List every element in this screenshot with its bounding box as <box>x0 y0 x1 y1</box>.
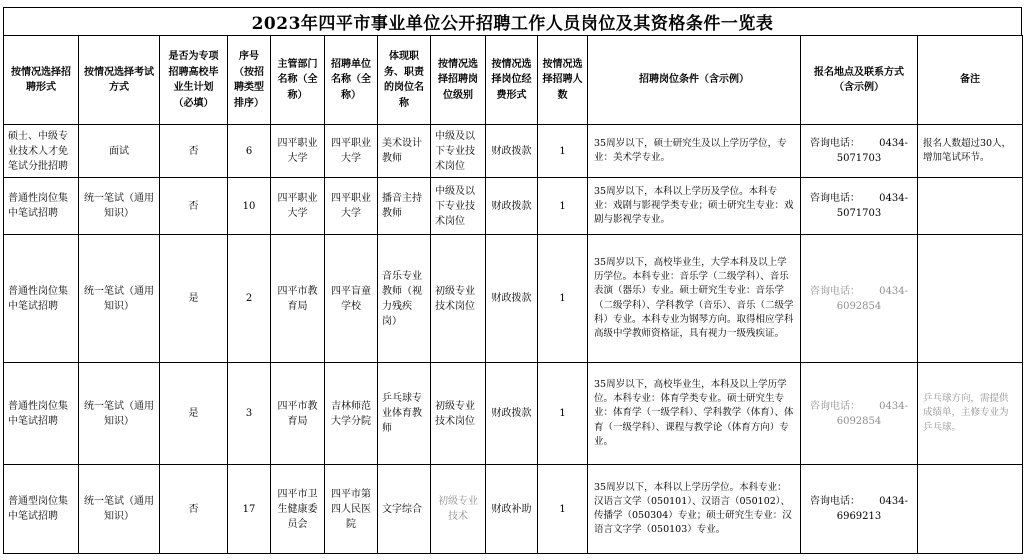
col-header-exam-method: 按情况选择考试方式 <box>79 36 160 125</box>
cell-funding: 财政拨款 <box>486 363 538 465</box>
contact-phone-prefix: 0434- <box>879 138 908 149</box>
cell-recruit-form: 普通性岗位集中笔试招聘 <box>4 363 79 465</box>
cell-seq: 6 <box>228 125 271 178</box>
table-row <box>4 363 1023 465</box>
table-row <box>4 235 1023 363</box>
contact-phone-number: 5071703 <box>836 153 882 164</box>
cell-post: 播音主持教师 <box>378 178 431 235</box>
cell-contact <box>801 125 918 178</box>
cell-recruit-form: 普通性岗位集中笔试招聘 <box>4 178 79 235</box>
cell-post-level: 中级及以下专业技术岗位 <box>431 178 486 235</box>
cell-post: 文字综合 <box>378 465 431 554</box>
contact-phone-prefix: 0434- <box>879 285 908 297</box>
col-header-conditions: 招聘岗位条件（含示例） <box>588 36 801 125</box>
col-header-remark: 备注 <box>918 36 1023 125</box>
col-header-post-level: 按情况选择招聘岗位级别 <box>431 36 486 125</box>
contact-phone-number: 6092854 <box>836 300 882 312</box>
cell-post-level: 初级专业技术岗位 <box>431 235 486 363</box>
contact-label: 咨询电话： <box>810 400 860 412</box>
cell-special-plan: 否 <box>160 178 228 235</box>
header-row <box>4 36 1023 125</box>
cell-special-plan: 是 <box>160 363 228 465</box>
cell-conditions: 35周岁以下，本科以上学历及学位。本科专业：戏剧与影视学类专业；硕士研究生专业：戏剧与影视学专业。 <box>588 178 801 235</box>
cell-post-level: 中级及以下专业技术岗位 <box>431 125 486 178</box>
cell-remark <box>918 235 1023 363</box>
col-header-funding: 按情况选择岗位经费形式 <box>486 36 538 125</box>
cell-special-plan: 是 <box>160 235 228 363</box>
cell-special-plan: 否 <box>160 465 228 554</box>
contact-phone-prefix: 0434- <box>879 496 908 507</box>
cell-unit: 四平职业大学 <box>325 125 378 178</box>
col-header-dept: 主管部门名称（全称） <box>271 36 325 125</box>
cell-headcount: 1 <box>538 465 588 554</box>
cell-recruit-form: 普通性岗位集中笔试招聘 <box>4 235 79 363</box>
cell-funding: 财政拨款 <box>486 125 538 178</box>
cell-contact <box>801 235 918 363</box>
cell-unit: 吉林师范大学分院 <box>325 363 378 465</box>
cell-post-level: 初级专业技术岗位 <box>431 363 486 465</box>
recruitment-table-sheet <box>3 7 1022 554</box>
contact-phone-number: 6092854 <box>836 415 882 427</box>
cell-remark: 报名人数超过30人，增加笔试环节。 <box>918 125 1023 178</box>
col-header-recruit-form: 按情况选择招聘形式 <box>4 36 79 125</box>
cell-seq: 2 <box>228 235 271 363</box>
cell-exam-method: 统一笔试（通用知识） <box>79 465 160 554</box>
col-header-post: 体现职务、职责的岗位名称 <box>378 36 431 125</box>
cell-remark <box>918 178 1023 235</box>
cell-post-level: 初级专业技术 <box>431 465 486 554</box>
cell-unit: 四平市第四人民医院 <box>325 465 378 554</box>
cell-conditions: 35周岁以下，硕士研究生及以上学历学位，专业：美术学专业。 <box>588 125 801 178</box>
cell-headcount: 1 <box>538 363 588 465</box>
cell-contact <box>801 465 918 554</box>
cell-seq: 17 <box>228 465 271 554</box>
table-row <box>4 178 1023 235</box>
cell-exam-method: 统一笔试（通用知识） <box>79 363 160 465</box>
cell-headcount: 1 <box>538 235 588 363</box>
cell-unit: 四平职业大学 <box>325 178 378 235</box>
contact-label: 咨询电话： <box>810 496 860 507</box>
cell-funding: 财政拨款 <box>486 178 538 235</box>
contact-phone-prefix: 0434- <box>879 193 908 204</box>
cell-seq: 10 <box>228 178 271 235</box>
cell-conditions: 35周岁以下，高校毕业生，本科及以上学历学位。本科专业：体育学类专业。硕士研究生专业：体育学（一级学科）、学科教学（体育）、体育（一级学科）、课程与教学论（体育方向）专业。 <box>588 363 801 465</box>
cell-funding: 财政拨款 <box>486 235 538 363</box>
cell-seq: 3 <box>228 363 271 465</box>
contact-phone-prefix: 0434- <box>879 400 908 412</box>
col-header-seq: 序号（按招聘类型排序） <box>228 36 271 125</box>
contact-label: 咨询电话： <box>810 285 860 297</box>
cell-exam-method: 面试 <box>79 125 160 178</box>
cell-special-plan: 否 <box>160 125 228 178</box>
col-header-special-plan: 是否为专项招聘高校毕业生计划（必填） <box>160 36 228 125</box>
cell-dept: 四平市教育局 <box>271 363 325 465</box>
contact-label: 咨询电话： <box>810 193 860 204</box>
cell-post: 乒乓球专业体育教师 <box>378 363 431 465</box>
cell-dept: 四平职业大学 <box>271 178 325 235</box>
cell-recruit-form: 普通型岗位集中笔试招聘 <box>4 465 79 554</box>
cell-post: 音乐专业教师（视力残疾岗） <box>378 235 431 363</box>
cell-headcount: 1 <box>538 125 588 178</box>
cell-unit: 四平盲童学校 <box>325 235 378 363</box>
cell-contact <box>801 178 918 235</box>
cell-conditions: 35周岁以下，高校毕业生，大学本科及以上学历学位。本科专业：音乐学（二级学科）、音乐表演（器乐）专业。硕士研究生专业：音乐学（二级学科）、学科教学（音乐）、音乐（二级学科）专业。本科专业为钢琴方向。取得相应学科高级中学教师资格证，具有视力一级残疾证。 <box>588 235 801 363</box>
recruitment-table <box>3 35 1023 554</box>
cell-exam-method: 统一笔试（通用知识） <box>79 178 160 235</box>
cell-conditions: 35周岁以下，本科以上学历学位。本科专业：汉语言文学（050101）、汉语言（050102）、传播学（050304）专业；硕士研究生专业：汉语言文字学（050103）专业。 <box>588 465 801 554</box>
col-header-headcount: 按情况选择招聘人数 <box>538 36 588 125</box>
table-row <box>4 465 1023 554</box>
cell-dept: 四平职业大学 <box>271 125 325 178</box>
cell-recruit-form: 硕士、中级专业技术人才免笔试分批招聘 <box>4 125 79 178</box>
col-header-unit: 招聘单位名称（全称） <box>325 36 378 125</box>
table-row <box>4 125 1023 178</box>
cell-headcount: 1 <box>538 178 588 235</box>
cell-post: 美术设计教师 <box>378 125 431 178</box>
cell-remark: 乒乓球方向，需提供成绩单，主修专业为乒乓球。 <box>918 363 1023 465</box>
col-header-contact: 报名地点及联系方式（含示例） <box>801 36 918 125</box>
cell-remark <box>918 465 1023 554</box>
page-title: 2023年四平市事业单位公开招聘工作人员岗位及其资格条件一览表 <box>3 7 1022 35</box>
cell-exam-method: 统一笔试（通用知识） <box>79 235 160 363</box>
cell-dept: 四平市教育局 <box>271 235 325 363</box>
contact-label: 咨询电话： <box>810 138 860 149</box>
contact-phone-number: 6969213 <box>836 511 882 522</box>
cell-funding: 财政补助 <box>486 465 538 554</box>
cell-dept: 四平市卫生健康委员会 <box>271 465 325 554</box>
contact-phone-number: 5071703 <box>836 208 882 219</box>
cell-contact <box>801 363 918 465</box>
